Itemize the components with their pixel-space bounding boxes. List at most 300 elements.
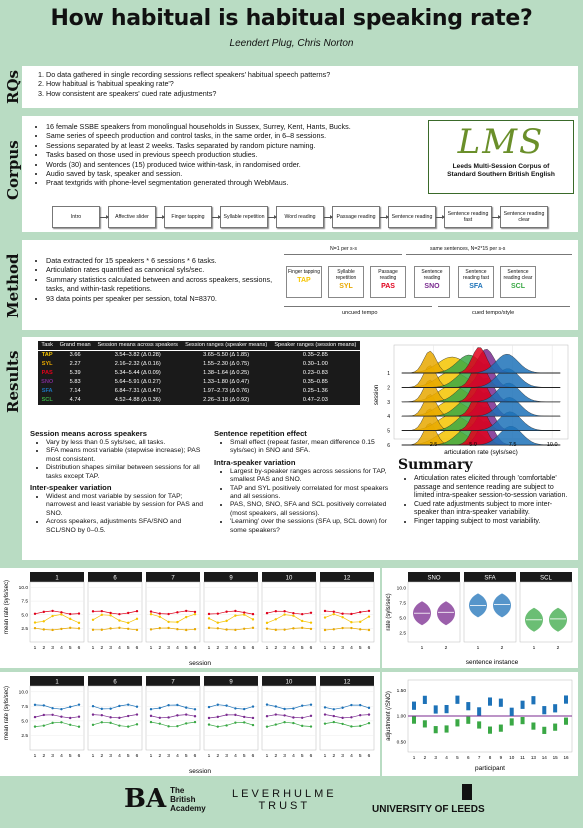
summary-title: Summary <box>398 457 473 473</box>
facet-ylabel: mean rate (syls/sec) <box>4 685 10 741</box>
method-task-code: SNO <box>424 283 440 290</box>
intra-speaker-title: Intra-speaker variation <box>214 457 296 467</box>
session-means-bullet-3: • Distribution shapes similar between sessions for all tasks except TAP. <box>46 464 212 481</box>
adjust-box-sfa <box>477 707 481 715</box>
facet-xtick: 1 <box>91 754 95 759</box>
method-task-name: Finger tapping <box>288 269 320 275</box>
table-cell: 5.39 <box>69 369 81 376</box>
flow-arrow-icon <box>212 217 220 218</box>
facet-ytick: 10.0 <box>18 690 28 696</box>
adjust-box-scl <box>412 717 416 724</box>
task-code-cell: SFA <box>41 387 53 394</box>
adjust-box-scl <box>542 727 546 734</box>
british-academy-logo <box>124 784 206 814</box>
adjust-ytick: 1.00 <box>396 714 406 720</box>
findings-col-1 <box>30 429 212 535</box>
authors: Leendert Plug, Chris Norton <box>229 38 354 49</box>
facet-xtick: 2 <box>42 754 46 759</box>
facet-xtick: 1 <box>323 754 327 759</box>
facet-xtick: 5 <box>242 646 246 651</box>
inter-speaker-bullet-2: • Across speakers, adjustments SFA/SNO and SCL/SNO by 0–0.5. <box>46 518 212 535</box>
inter-speaker-title: Inter-speaker variation <box>30 483 112 493</box>
facet-xtick: 1 <box>207 646 211 651</box>
corpus-bullet-4: • Tasks based on those used in previous speech production studies. <box>46 150 420 159</box>
inter-speaker-list <box>30 493 212 535</box>
facet-panel <box>204 582 258 642</box>
results-header-2: Grand mean <box>56 341 94 350</box>
facet-xtick: 5 <box>68 754 72 759</box>
table-cell: 3.54–3.82 (Δ 0.28) <box>114 351 161 358</box>
table-row <box>38 378 360 387</box>
facet-xtick: 2 <box>216 754 220 759</box>
flow-step-2: Affective slider <box>108 206 156 228</box>
adjust-box-scl <box>445 725 449 732</box>
adjust-xtick: 11 <box>520 755 525 760</box>
ridge-ytick: 2 <box>387 385 390 392</box>
facet-xtick: 1 <box>91 646 95 651</box>
facet-xtick: 2 <box>274 646 278 651</box>
facet-xtick: 2 <box>100 754 104 759</box>
facet-xtick: 4 <box>60 646 63 651</box>
facet-xtick: 3 <box>51 646 54 651</box>
corpus-bullet-6: • Audio saved by task, speaker and session. <box>46 169 420 178</box>
adjust-box-sfa <box>455 696 459 704</box>
flow-arrow-icon <box>156 217 164 218</box>
flow-step-7: Sentence reading <box>388 206 436 228</box>
inter-speaker-bullet-1: • Widest and most variable by session for TAP; narrowest and least variable by session for PAS and SNO. <box>46 493 212 518</box>
facet-panel <box>88 686 142 750</box>
adjust-box-scl <box>488 727 492 734</box>
adjustment-chart <box>382 672 578 776</box>
summary-bullet-3: • Finger tapping subject to most variability. <box>414 518 574 527</box>
method-task-name: Sentence reading clear <box>503 269 533 281</box>
facet-panel <box>146 686 200 750</box>
facet-xtick: 3 <box>341 646 344 651</box>
adjust-ylabel: adjustment (/SNO) <box>386 691 392 741</box>
flow-step-1: Intro <box>52 206 100 228</box>
facet-strip-label: 9 <box>229 575 233 582</box>
facet-xtick: 6 <box>193 646 197 651</box>
facet-xtick: 3 <box>225 754 228 759</box>
adjust-box-scl <box>521 717 525 724</box>
facet-xtick: 5 <box>242 754 246 759</box>
corpus-panel <box>22 116 578 232</box>
adjust-box-sfa <box>510 708 514 716</box>
intra-speaker-bullet-2: • TAP and SYL positively correlated for most speakers and all sessions. <box>230 485 392 502</box>
facet-xtick: 6 <box>251 646 255 651</box>
adjust-xtick: 1 <box>412 755 416 760</box>
table-cell: 3.65–5.50 (Δ 1.85) <box>203 351 250 358</box>
sentence-xtick: 1 <box>476 646 480 651</box>
method-task-tap <box>286 266 322 298</box>
leverhulme-line-1: LEVERHULME <box>232 788 337 800</box>
adjust-ytick: 1.50 <box>396 688 406 694</box>
facet-xtick: 5 <box>358 754 362 759</box>
task-flow <box>52 206 548 228</box>
sentence-xtick: 2 <box>500 646 504 651</box>
ridge-ytick: 6 <box>387 443 390 449</box>
table-cell: 3.66 <box>69 351 81 358</box>
label-cued: cued tempo/style <box>472 310 515 316</box>
leverhulme-logo <box>232 788 337 812</box>
section-label-corpus: Corpus <box>4 140 22 200</box>
sentence-ytick: 10.0 <box>396 586 406 592</box>
adjust-box-scl <box>531 722 535 729</box>
adjust-box-sfa <box>521 701 525 709</box>
flow-step-5: Word reading <box>276 206 324 228</box>
table-row <box>38 350 360 360</box>
table-cell: 7.14 <box>69 387 81 394</box>
session-means-bullet-2: • SFA means most variable (stepwise increase); PAS most consistent. <box>46 447 212 464</box>
adjust-box-sfa <box>466 702 470 710</box>
ba-line-2: British <box>170 794 196 804</box>
sentence-xtick: 1 <box>532 646 536 651</box>
corpus-bullet-7: • Praat textgrids with phone-level segmentation generated through WebMaus. <box>46 178 420 187</box>
method-task-code: SCL <box>511 283 525 290</box>
facet-strip-label: 9 <box>229 679 233 686</box>
table-cell: 6.84–7.31 (Δ 0.47) <box>114 387 161 394</box>
bracket-bottom-right <box>438 306 570 307</box>
facet-xtick: 1 <box>33 754 37 759</box>
method-task-name: Syllable repetition <box>335 269 357 281</box>
facet-xtick: 6 <box>135 646 139 651</box>
corpus-bullet-5: • Words (30) and sentences (15) produced twice within-task, in randomised order. <box>46 160 420 169</box>
table-cell: 2.16–2.32 (Δ 0.16) <box>114 360 161 367</box>
sentence-rep-list <box>214 439 392 456</box>
adjust-box-sfa <box>434 705 438 713</box>
label-uncued: uncued tempo <box>342 310 378 316</box>
results-table <box>38 341 360 405</box>
flow-arrow-icon <box>436 217 444 218</box>
facet-xtick: 2 <box>100 646 104 651</box>
flow-step-3: Finger tapping <box>164 206 212 228</box>
facet-strip-label: 1 <box>55 575 59 582</box>
leverhulme-line-2: TRUST <box>258 800 311 812</box>
sentence-ytick: 2.5 <box>399 631 406 637</box>
section-label-results: Results <box>4 350 22 413</box>
facet-xtick: 6 <box>367 754 371 759</box>
rqs-panel <box>22 66 578 108</box>
facet-xtick: 6 <box>309 754 313 759</box>
bracket-top-right <box>406 254 572 255</box>
table-cell: 0.35–0.85 <box>302 378 328 385</box>
facet-strip-label: 1 <box>55 679 59 686</box>
adjust-box-sfa <box>488 697 492 705</box>
facet-panel <box>204 686 258 750</box>
results-header-3: Session means across speakers <box>94 341 182 350</box>
sentence-xtick: 2 <box>444 646 448 651</box>
intra-speaker-bullet-1: • Largest by-speaker ranges across sessions for TAP, smallest PAS and SNO. <box>230 468 392 485</box>
method-task-pas <box>370 266 406 298</box>
facet-xtick: 6 <box>309 646 313 651</box>
facet-xtick: 4 <box>292 754 295 759</box>
facet-xtick: 6 <box>77 646 81 651</box>
facet-xtick: 4 <box>176 754 179 759</box>
facet-panel <box>320 686 374 750</box>
ba-line-1: The <box>170 785 185 795</box>
adjust-xtick: 16 <box>563 755 569 760</box>
table-cell: 1.97–2.73 (Δ 0.76) <box>203 387 250 394</box>
flow-step-9: Sentence reading clear <box>500 206 548 228</box>
results-panel <box>22 337 578 560</box>
table-cell: 5.34–5.44 (Δ 0.09) <box>114 369 161 376</box>
adjust-xtick: 9 <box>499 755 503 760</box>
flow-arrow-icon <box>380 217 388 218</box>
session-means-title: Session means across speakers <box>30 429 147 438</box>
flow-step-4: Syllable repetition <box>220 206 268 228</box>
facet-xtick: 1 <box>149 646 153 651</box>
ridgeline-chart <box>372 339 574 457</box>
facet-xtick: 5 <box>300 754 304 759</box>
facet-xtick: 3 <box>109 754 112 759</box>
facet-ytick: 2.5 <box>21 626 28 632</box>
adjust-box-scl <box>499 725 503 732</box>
adjust-box-sfa <box>531 696 535 704</box>
facet-xtick: 5 <box>126 754 130 759</box>
facet-strip-label: 12 <box>343 679 351 686</box>
facet-strip-label: 7 <box>171 575 175 582</box>
adjust-box-scl <box>466 717 470 724</box>
section-label-method: Method <box>4 253 22 318</box>
facet-xtick: 6 <box>251 754 255 759</box>
adjust-xtick: 8 <box>488 755 492 760</box>
facet-chart-2 <box>0 672 380 776</box>
table-cell: 1.55–2.30 (Δ 0.75) <box>203 360 250 367</box>
lms-logo-mark: LMS <box>457 122 545 162</box>
ridge-ytick: 4 <box>387 414 390 421</box>
sentence-ylabel: rate (syls/sec) <box>386 593 392 631</box>
table-cell: 2.26–3.18 (Δ 0.92) <box>203 396 250 403</box>
session-means-bullet-1: • Vary by less than 0.5 syls/sec, all tasks. <box>46 439 212 447</box>
method-task-code: TAP <box>297 277 311 284</box>
adjust-box-sfa <box>553 704 557 712</box>
adjust-box-scl <box>434 726 438 733</box>
bracket-bottom-left <box>284 306 432 307</box>
table-cell: 4.74 <box>69 396 81 403</box>
facet-xtick: 3 <box>109 646 112 651</box>
task-code-cell: PAS <box>41 369 53 376</box>
flow-step-6: Passage reading <box>332 206 380 228</box>
adjust-box-sfa <box>423 696 427 704</box>
summary-list <box>398 475 574 527</box>
task-code-cell: SNO <box>41 378 54 385</box>
summary-bullet-1: • Articulation rates elicited through 'comfortable' passage and sentence reading are subject to limited intra-speaker session-to-session variation. <box>414 475 574 501</box>
facet-panel <box>30 582 84 642</box>
corpus-bullet-1: • 16 female SSBE speakers from monolingual households in Sussex, Surrey, Kent, Hants, Bucks. <box>46 122 420 131</box>
method-task-scl <box>500 266 536 298</box>
poster-title: How habitual is habitual speaking rate? <box>50 6 533 31</box>
ridge-xtick: 10.0 <box>546 442 558 448</box>
method-bullet-1: • Data extracted for 15 speakers * 6 sessions * 6 tasks. <box>46 256 276 265</box>
rq-item-2: 2. How habitual is 'habitual speaking rate'? <box>46 79 570 88</box>
facet-xtick: 3 <box>283 754 286 759</box>
facet-xtick: 3 <box>341 754 344 759</box>
method-task-name: Sentence reading fast <box>462 269 490 281</box>
facet-xtick: 3 <box>283 646 286 651</box>
flow-arrow-icon <box>324 217 332 218</box>
ba-line-3: Academy <box>170 803 206 813</box>
leeds-tower-icon <box>462 784 472 800</box>
intra-speaker-bullet-3: • PAS, SNO, SNO, SFA and SCL positively correlated (most speakers, all sessions). <box>230 501 392 518</box>
facet-xtick: 3 <box>167 646 170 651</box>
task-code-cell: TAP <box>41 351 53 358</box>
sentence-ytick: 5.0 <box>399 616 406 622</box>
ridge-ytick: 3 <box>387 399 390 406</box>
facet-xtick: 1 <box>323 646 327 651</box>
corpus-bullet-2: • Same series of speech production and control tasks, in the same order, in 6–8 sessions. <box>46 131 420 140</box>
facet-panel <box>320 582 374 642</box>
facet-strip-label: 10 <box>285 679 293 686</box>
adjust-box-scl <box>455 719 459 726</box>
facet-xtick: 6 <box>193 754 197 759</box>
facet-strip-label: 12 <box>343 575 351 582</box>
adjust-box-sfa <box>542 706 546 714</box>
facet-xlabel: session <box>188 660 212 667</box>
flow-arrow-icon <box>268 217 276 218</box>
adjust-xtick: 7 <box>477 755 481 760</box>
adjust-xtick: 13 <box>530 755 536 760</box>
label-same-sentences: same sentences, N=2*15 per s-s <box>430 246 506 252</box>
facet-xtick: 4 <box>350 646 353 651</box>
lms-caption-1: Leeds Multi-Session Corpus of <box>452 163 550 170</box>
summary-bullet-2: • Cued rate adjustments subject to more inter-speaker than intra-speaker variability. <box>414 501 574 518</box>
session-means-list <box>30 439 212 481</box>
facet-strip-label: 10 <box>285 575 293 582</box>
facet-xtick: 5 <box>126 646 130 651</box>
adjust-box-scl <box>423 720 427 727</box>
flow-arrow-icon <box>492 217 500 218</box>
sentence-panel <box>520 582 572 642</box>
method-list <box>30 256 276 303</box>
sentence-strip-label: SFA <box>484 575 496 582</box>
label-n1: N=1 per s-s <box>330 246 357 252</box>
table-row <box>38 360 360 369</box>
adjust-xtick: 5 <box>456 755 459 760</box>
adjust-xtick: 2 <box>423 755 427 760</box>
sentence-rep-title: Sentence repetition effect <box>214 429 307 438</box>
corpus-bullet-3: • Sessions separated by at least 2 weeks. Tasks separated by random picture naming. <box>46 141 420 150</box>
facet-xtick: 4 <box>60 754 63 759</box>
method-task-name: Passage reading <box>378 269 398 281</box>
facet-ytick: 5.0 <box>21 613 28 619</box>
facet-xtick: 5 <box>184 646 188 651</box>
method-task-name: Sentence reading <box>421 269 443 281</box>
facet-xtick: 4 <box>234 646 237 651</box>
ridge-xtick: 5.0 <box>469 442 477 448</box>
adjust-xtick: 4 <box>445 755 448 760</box>
bracket-top-left <box>284 254 402 255</box>
ridge-xtick: 7.5 <box>508 442 517 448</box>
method-task-syl <box>328 266 364 298</box>
facet-xtick: 2 <box>274 754 278 759</box>
facet-ytick: 7.5 <box>21 704 28 710</box>
corpus-list <box>30 122 420 188</box>
sentence-xlabel: sentence instance <box>465 659 519 666</box>
sentence-rep-bullet-1: • Small effect (repeat faster, mean difference 0.15 syls/sec) in SNO and SFA. <box>230 439 392 456</box>
lms-caption-2: Standard Southern British English <box>447 171 555 178</box>
adjust-box-scl <box>477 721 481 728</box>
facet-ytick: 5.0 <box>21 719 28 725</box>
facet-xtick: 2 <box>158 646 162 651</box>
adjust-box-sfa <box>412 702 416 710</box>
summary <box>398 457 574 527</box>
facet-strip-label: 6 <box>113 679 117 686</box>
facet-xtick: 2 <box>42 646 46 651</box>
facet-ytick: 2.5 <box>21 734 28 740</box>
facet-xtick: 6 <box>367 646 371 651</box>
facet-xtick: 2 <box>158 754 162 759</box>
method-panel <box>22 240 578 330</box>
adjust-ytick: 0.50 <box>396 740 406 746</box>
sentence-ytick: 7.5 <box>399 601 406 607</box>
table-cell: 2.27 <box>69 360 81 367</box>
facet-ytick: 7.5 <box>21 599 28 605</box>
adjust-xtick: 14 <box>541 755 547 760</box>
leeds-logo <box>372 790 485 815</box>
table-cell: 0.23–0.83 <box>302 369 328 376</box>
adjust-box-scl <box>553 724 557 731</box>
facet-xtick: 2 <box>216 646 220 651</box>
facet-xtick: 2 <box>332 754 336 759</box>
facet-panel <box>30 686 84 750</box>
method-task-sfa <box>458 266 494 298</box>
rq-item-3: 3. How consistent are speakers' cued rate adjustments? <box>46 89 570 98</box>
method-task-code: PAS <box>381 283 395 290</box>
section-label-rqs: RQs <box>4 70 22 104</box>
facet-xtick: 4 <box>176 646 179 651</box>
facet-xtick: 4 <box>118 754 121 759</box>
facet-xtick: 1 <box>265 646 269 651</box>
adjust-xtick: 6 <box>467 755 470 760</box>
table-cell: 0.47–2.03 <box>302 396 328 403</box>
facet-xtick: 1 <box>265 754 269 759</box>
findings-col-2 <box>214 429 392 535</box>
flow-step-8: Sentence reading fast <box>444 206 492 228</box>
adjust-xtick: 3 <box>434 755 437 760</box>
facet-ylabel: mean rate (syls/sec) <box>4 579 10 635</box>
table-cell: 5.83 <box>69 378 81 385</box>
sentence-xtick: 2 <box>556 646 560 651</box>
facet-xtick: 5 <box>358 646 362 651</box>
facet-xtick: 1 <box>207 754 211 759</box>
adjust-box-sfa <box>564 695 568 703</box>
lms-logo-caption <box>429 163 573 179</box>
method-bullet-3: • Summary statistics calculated between and across speakers, sessions, tasks, and within-task repetitions. <box>46 275 276 294</box>
intra-speaker-list <box>214 468 392 535</box>
intra-speaker-bullet-4: • 'Learning' over the sessions (SFA up, SCL down) for some speakers? <box>230 518 392 535</box>
table-cell: 5.64–5.91 (Δ 0.27) <box>114 378 161 385</box>
results-table-body <box>38 350 360 405</box>
results-header-5: Speaker ranges (session means) <box>271 341 360 350</box>
ridge-xlabel: articulation rate (syls/sec) <box>444 449 518 456</box>
facet-ytick: 10.0 <box>18 586 28 592</box>
table-cell: 0.30–1.00 <box>302 360 328 367</box>
sentence-instance-chart <box>382 568 578 668</box>
sentence-strip-label: SNO <box>427 575 441 582</box>
leeds-text: UNIVERSITY OF LEEDS <box>372 804 485 815</box>
facet-point <box>78 622 80 624</box>
flow-arrow-icon <box>100 217 108 218</box>
facet-xtick: 1 <box>149 754 153 759</box>
facet-xtick: 4 <box>350 754 353 759</box>
facet-xtick: 5 <box>300 646 304 651</box>
facet-chart-1 <box>0 568 380 668</box>
results-table-header <box>38 341 360 350</box>
facet-xtick: 5 <box>184 754 188 759</box>
table-row <box>38 387 360 396</box>
facet-xtick: 6 <box>77 754 81 759</box>
facet-xtick: 6 <box>135 754 139 759</box>
